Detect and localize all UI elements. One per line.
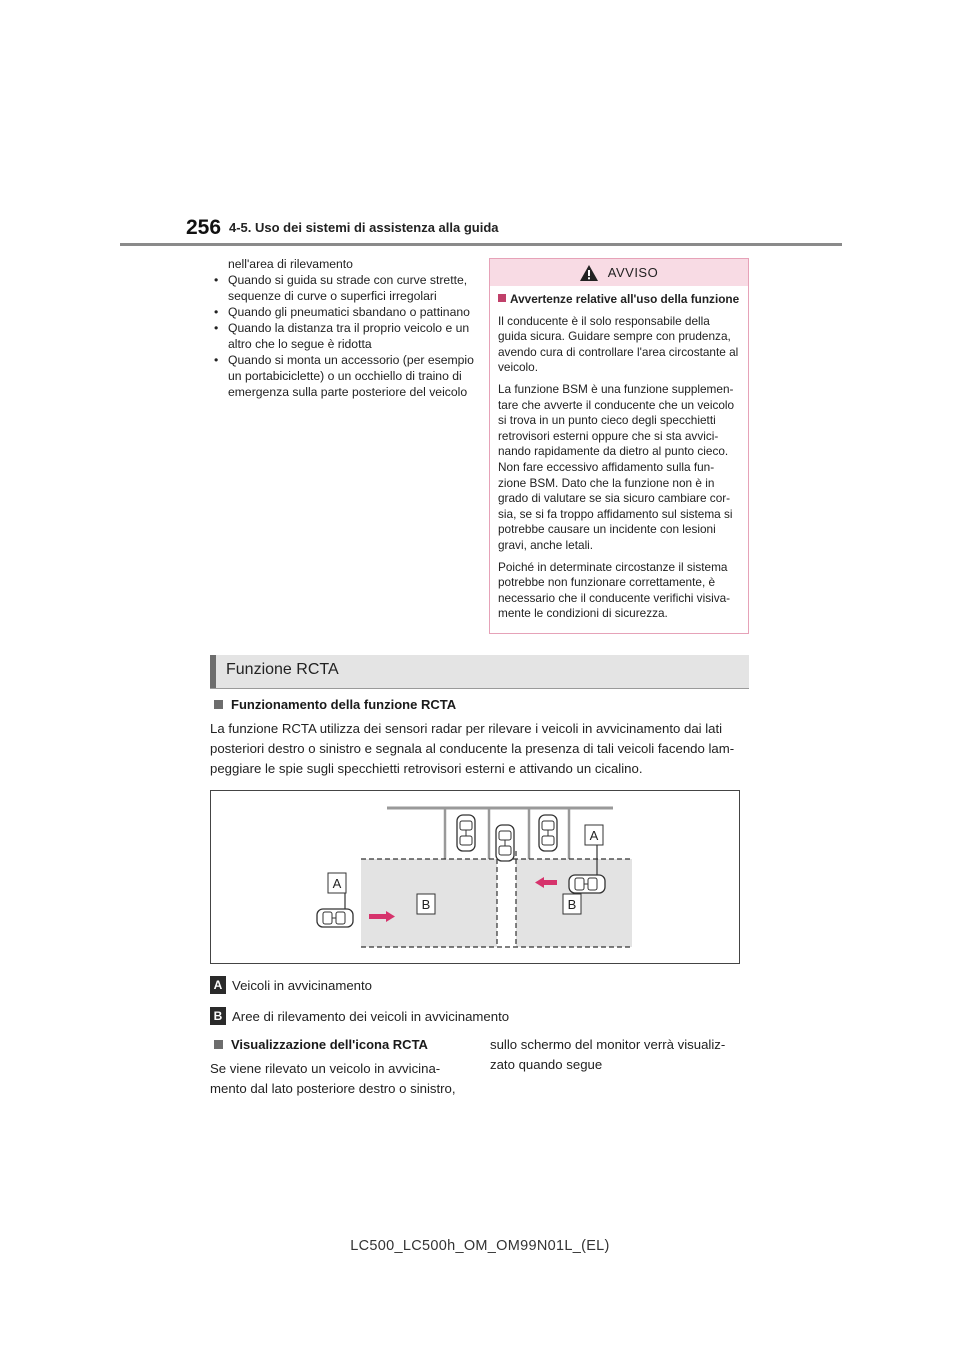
body-line: sullo schermo del monitor verrà visualiz-: [490, 1037, 726, 1052]
label-a-right: [585, 825, 603, 845]
label-b-right: [563, 894, 581, 914]
warning-box: [489, 258, 749, 634]
label-a-text: A: [332, 876, 342, 891]
legend-badge: A: [210, 976, 226, 994]
operation-line: La funzione RCTA utilizza dei sensori radar per rilevare i veicoli in avvicinamento dai lati: [210, 721, 723, 736]
label-a-text: A: [589, 828, 599, 843]
icon-display-text-right: [490, 1035, 755, 1075]
warning-paragraph: La funzione BSM è una funzione supplemen- tare che avverte il conducente che un veicolo si trova in un punto cieco degli specchietti retrovisori esterni oppure che si sta avvici- nando rapidamente da dietro al punto cieco. Non fare eccessivo affidamento sulla fun- zione BSM. Dato che la funzione non è in grado di valutare se sia sicuro cambiare cor- sia, se si fa troppo affidamento sul sistema si potrebbe causare un incidente con lesioni gravi, anche letali.: [498, 381, 735, 552]
section-accent: [210, 655, 216, 688]
square-bullet-icon: [214, 1040, 223, 1049]
list-item: altro che lo segue è ridotta: [228, 337, 372, 351]
body-line: Se viene rilevato un veicolo in avvicina-: [210, 1061, 441, 1076]
own-vehicle: [496, 825, 514, 861]
operation-heading: Funzionamento della funzione RCTA: [214, 697, 456, 712]
list-item: • Quando la distanza tra il proprio veicolo e un: [214, 321, 470, 335]
body-line: mento dal lato posteriore destro o sinistro,: [210, 1081, 456, 1096]
list-item: • Quando si monta un accessorio (per esempio: [214, 353, 474, 367]
operation-text: [210, 719, 755, 779]
label-b-left: [417, 894, 435, 914]
section-title-bar: [210, 655, 749, 689]
condition-list: [214, 256, 476, 400]
warning-title: AVVISO: [607, 265, 659, 280]
section-title: Funzione RCTA: [226, 661, 339, 678]
square-bullet-icon: [498, 294, 506, 302]
approaching-car-left: [317, 909, 353, 927]
parked-car: [539, 815, 557, 851]
header-rule: [120, 243, 842, 246]
rcta-diagram-svg: [211, 791, 739, 963]
list-item: • Quando si guida su strade con curve strette,: [214, 273, 468, 287]
warning-paragraph: Poiché in determinate circostanze il sistema potrebbe non funzionare correttamente, è necessario che il conducente verifichi visiva- mente le condizioni di sicurezza.: [498, 559, 731, 621]
legend-item-b: [210, 1007, 509, 1025]
legend-badge: B: [210, 1007, 226, 1025]
rcta-diagram: [210, 790, 740, 964]
operation-line: posteriori destro o sinistro e segnala al conducente la presenza di tali veicoli facendo lam-: [210, 741, 735, 756]
list-item: un portabiciclette) o un occhiello di traino di: [228, 369, 462, 383]
list-item: • Quando gli pneumatici sbandano o pattinano: [214, 305, 470, 319]
label-a-left: [328, 873, 346, 893]
warning-subheading: Avvertenze relative all'uso della funzione: [498, 292, 740, 308]
square-bullet-icon: [214, 700, 223, 709]
list-item: emergenza sulla parte posteriore del veicolo: [228, 385, 468, 399]
section-header: 4-5. Uso dei sistemi di assistenza alla guida: [229, 220, 499, 235]
warning-triangle-icon: [580, 265, 598, 281]
label-b-text: B: [421, 897, 431, 912]
legend-item-a: [210, 976, 372, 994]
icon-display-heading: Visualizzazione dell'icona RCTA: [214, 1037, 428, 1052]
legend-text: Veicoli in avvicinamento: [232, 977, 373, 993]
list-item: sequenze di curve o superfici irregolari: [228, 289, 437, 303]
operation-line: peggiare le spie sugli specchietti retrovisori esterni e attivando un cicalino.: [210, 761, 643, 776]
icon-display-text-left: [210, 1059, 480, 1099]
warning-paragraph: Il conducente è il solo responsabile della guida sicura. Guidare sempre con prudenza, avendo cura di controllare l'area circostante al veicolo.: [498, 313, 739, 375]
list-item: nell'area di rilevamento: [228, 257, 353, 271]
legend-text: Aree di rilevamento dei veicoli in avvicinamento: [232, 1008, 510, 1024]
warning-body: [490, 286, 748, 622]
parked-car: [457, 815, 475, 851]
warning-header: [490, 259, 748, 286]
label-b-text: B: [567, 897, 577, 912]
document-footer: LC500_LC500h_OM_OM99N01L_(EL): [350, 1238, 610, 1254]
approaching-car-right: [569, 875, 605, 893]
page-number: 256: [186, 216, 222, 239]
body-line: zato quando segue: [490, 1057, 603, 1072]
